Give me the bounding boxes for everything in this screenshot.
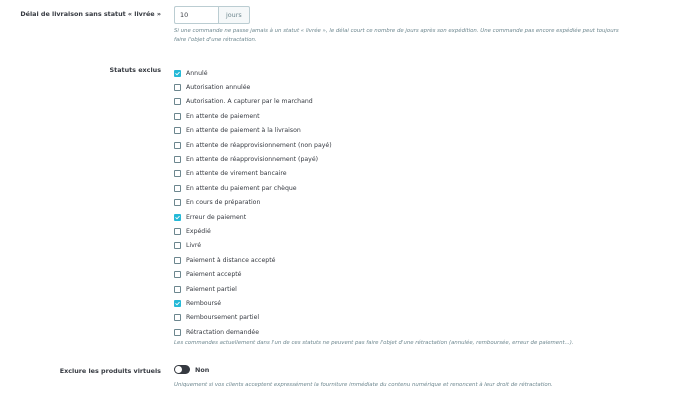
status-checkbox-item[interactable] <box>174 66 332 80</box>
status-checkbox-item[interactable] <box>174 210 332 224</box>
status-checkbox-item[interactable] <box>174 325 332 339</box>
excluded-statuses-list <box>174 66 332 339</box>
status-checkbox-label: Annulé <box>186 69 208 77</box>
status-checkbox-label: Paiement à distance accepté <box>186 256 276 264</box>
checkbox-unchecked-icon[interactable] <box>174 286 181 293</box>
checkbox-unchecked-icon[interactable] <box>174 84 181 91</box>
status-checkbox-label: En attente de virement bancaire <box>186 170 287 178</box>
status-checkbox-item[interactable] <box>174 80 332 94</box>
checkbox-unchecked-icon[interactable] <box>174 185 181 192</box>
status-checkbox-item[interactable] <box>174 267 332 281</box>
checkbox-unchecked-icon[interactable] <box>174 98 181 105</box>
status-checkbox-label: Expédié <box>186 227 211 235</box>
status-checkbox-label: En cours de préparation <box>186 199 261 207</box>
checkbox-unchecked-icon[interactable] <box>174 199 181 206</box>
status-checkbox-label: Paiement partiel <box>186 285 237 293</box>
status-checkbox-item[interactable] <box>174 95 332 109</box>
status-checkbox-item[interactable] <box>174 311 332 325</box>
days-unit-addon: jours <box>218 6 250 24</box>
checkbox-unchecked-icon[interactable] <box>174 142 181 149</box>
status-checkbox-item[interactable] <box>174 138 332 152</box>
checkbox-unchecked-icon[interactable] <box>174 329 181 336</box>
checkbox-checked-icon[interactable] <box>174 70 181 77</box>
status-checkbox-label: Paiement accepté <box>186 271 242 279</box>
status-checkbox-item[interactable] <box>174 124 332 138</box>
excluded-statuses-label: Statuts exclus <box>109 66 161 74</box>
status-checkbox-item[interactable] <box>174 253 332 267</box>
status-checkbox-item[interactable] <box>174 296 332 310</box>
checkbox-unchecked-icon[interactable] <box>174 242 181 249</box>
checkbox-unchecked-icon[interactable] <box>174 170 181 177</box>
checkbox-unchecked-icon[interactable] <box>174 257 181 264</box>
status-checkbox-item[interactable] <box>174 152 332 166</box>
checkbox-unchecked-icon[interactable] <box>174 314 181 321</box>
status-checkbox-label: Rétractation demandée <box>186 328 260 336</box>
status-checkbox-item[interactable] <box>174 109 332 123</box>
delivery-help-line-2: faire l'objet d'une rétractation. <box>174 37 257 43</box>
status-checkbox-item[interactable] <box>174 181 332 195</box>
status-checkbox-item[interactable] <box>174 196 332 210</box>
checkbox-unchecked-icon[interactable] <box>174 228 181 235</box>
status-checkbox-label: En attente de réapprovisionnement (payé) <box>186 156 319 164</box>
status-checkbox-label: Livré <box>186 242 202 250</box>
status-checkbox-label: En attente de réapprovisionnement (non payé) <box>186 141 332 149</box>
checkbox-checked-icon[interactable] <box>174 300 181 307</box>
checkbox-unchecked-icon[interactable] <box>174 271 181 278</box>
status-checkbox-label: Autorisation annulée <box>186 84 251 92</box>
delivery-delay-label: Délai de livraison sans statut « livrée » <box>20 10 161 18</box>
exclude-virtual-help: Uniquement si vos clients acceptent expressément la fourniture immédiate du contenu numérique et renoncent à leur droit de rétractation. <box>174 382 553 388</box>
exclude-virtual-label: Exclure les produits virtuels <box>59 367 161 375</box>
delivery-delay-help <box>174 27 694 45</box>
checkbox-unchecked-icon[interactable] <box>174 156 181 163</box>
status-checkbox-label: En attente de paiement à la livraison <box>186 127 301 135</box>
delivery-delay-field <box>174 6 250 24</box>
status-checkbox-item[interactable] <box>174 282 332 296</box>
toggle-knob <box>175 366 182 373</box>
status-checkbox-label: En attente de paiement <box>186 112 260 120</box>
status-checkbox-item[interactable] <box>174 167 332 181</box>
status-checkbox-item[interactable] <box>174 239 332 253</box>
toggle-state-label: Non <box>195 365 210 374</box>
status-checkbox-label: En attente du paiement par chèque <box>186 184 297 192</box>
checkbox-unchecked-icon[interactable] <box>174 127 181 134</box>
status-checkbox-label: Erreur de paiement <box>186 213 247 221</box>
checkbox-unchecked-icon[interactable] <box>174 113 181 120</box>
status-checkbox-label: Autorisation. A capturer par le marchand <box>186 98 313 106</box>
status-checkbox-label: Remboursement partiel <box>186 314 260 322</box>
exclude-virtual-switch[interactable] <box>174 365 209 374</box>
status-checkbox-item[interactable] <box>174 224 332 238</box>
delivery-help-line-1: Si une commande ne passe jamais à un statut « livrée », le délai court ce nombre de jours après son expédition. Une commande pas encore expédiée peut toujours <box>174 28 619 34</box>
delivery-delay-input-group <box>174 6 250 24</box>
status-checkbox-label: Remboursé <box>186 299 222 307</box>
delivery-days-input[interactable] <box>174 6 218 24</box>
excluded-statuses-help: Les commandes actuellement dans l'un de ces statuts ne peuvent pas faire l'objet d'une rétractation (annulée, remboursée, erreur de paiement...). <box>174 340 574 346</box>
checkbox-checked-icon[interactable] <box>174 214 181 221</box>
toggle-switch[interactable] <box>174 365 190 374</box>
